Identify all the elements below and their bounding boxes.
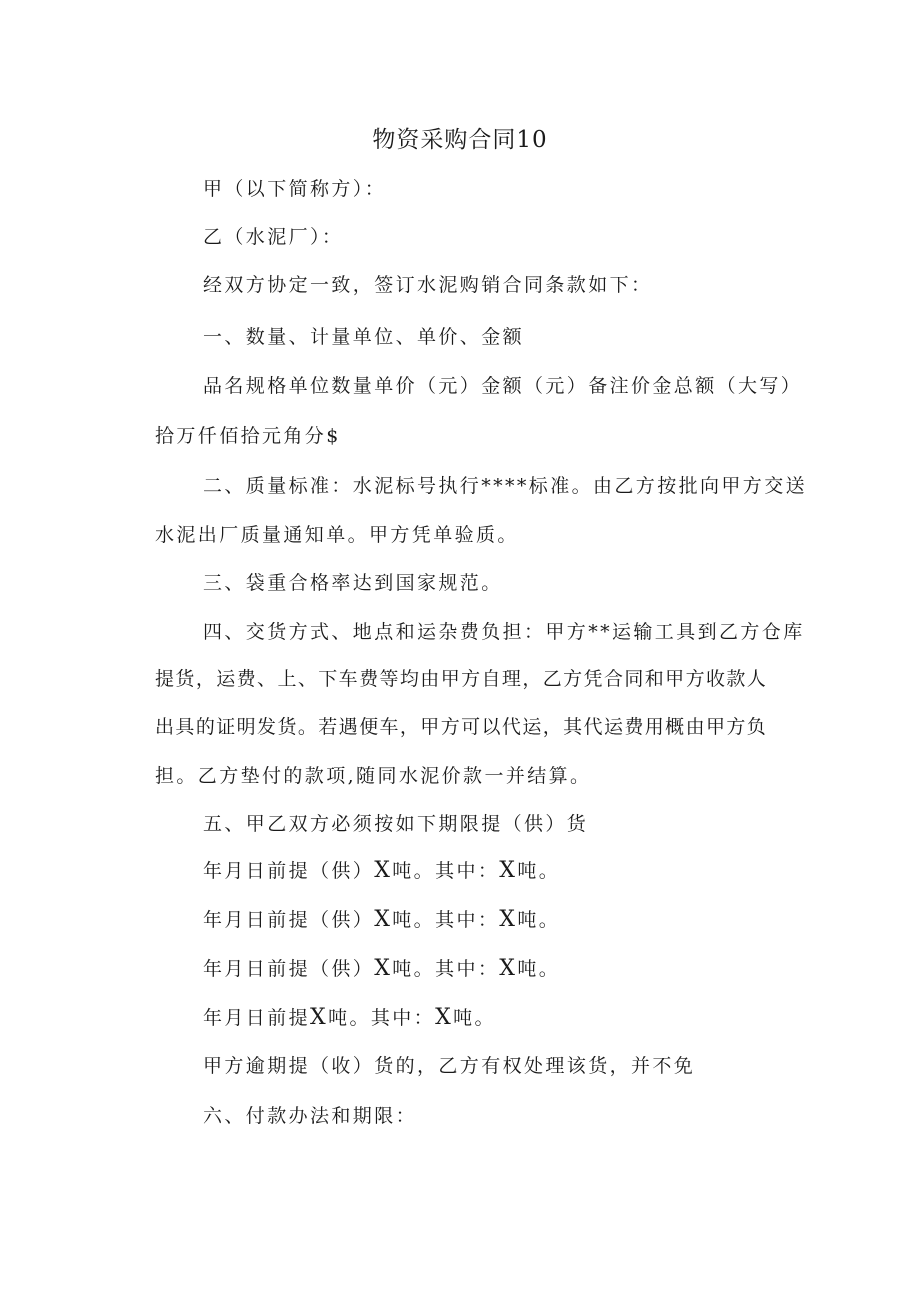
quantity-placeholder: X: [374, 907, 393, 932]
schedule-mid-text: 吨。其中：: [392, 860, 500, 882]
section-4-line-2: 提货，运费、上、下车费等均由甲方自理，乙方凭合同和甲方收款人: [155, 668, 767, 690]
schedule-mid-text: 吨。其中：: [392, 909, 500, 931]
section-4-line-4: 担。乙方垫付的款项,随同水泥价款一并结算。: [155, 765, 592, 787]
quantity-placeholder: X: [435, 1005, 454, 1030]
quantity-placeholder: X: [374, 858, 393, 883]
schedule-date-text: 年月日前提（供）: [203, 958, 375, 980]
section-3: 三、袋重合格率达到国家规范。: [203, 572, 503, 594]
section-4-line-3: 出具的证明发货。若遇便车，甲方可以代运，其代运费用概由甲方负: [155, 716, 767, 738]
section-1-amount: 拾万仟佰拾元角分$: [155, 425, 341, 447]
party-a-line: 甲（以下简称方）：: [203, 178, 387, 200]
quantity-placeholder: X: [499, 858, 518, 883]
schedule-line: [203, 905, 560, 935]
schedule-unit-text: 吨。: [517, 909, 561, 931]
section-5-heading: 五、甲乙双方必须按如下期限提（供）货: [203, 813, 589, 835]
section-2-line-2: 水泥出厂质量通知单。甲方凭单验质。: [155, 524, 519, 546]
schedule-line: [203, 1003, 496, 1033]
schedule-date-text: 年月日前提（供）: [203, 860, 375, 882]
schedule-mid-text: 吨。其中：: [392, 958, 500, 980]
quantity-placeholder: X: [374, 956, 393, 981]
quantity-placeholder: X: [499, 907, 518, 932]
section-5-overdue: 甲方逾期提（收）货的，乙方有权处理该货，并不免: [203, 1055, 696, 1077]
quantity-placeholder: X: [310, 1005, 329, 1030]
page-title: 物资采购合同10: [372, 127, 548, 153]
section-2-line-1: 二、质量标准：水泥标号执行****标准。由乙方按批向甲方交送: [203, 475, 808, 497]
intro-paragraph: 经双方协定一致，签订水泥购销合同条款如下：: [203, 274, 653, 296]
schedule-line: [203, 856, 560, 886]
section-1-heading: 一、数量、计量单位、单价、金额: [203, 326, 525, 348]
section-6-heading: 六、付款办法和期限：: [203, 1105, 418, 1127]
section-1-fields: 品名规格单位数量单价（元）金额（元）备注价金总额（大写）: [203, 375, 803, 397]
schedule-unit-text: 吨。: [517, 860, 561, 882]
schedule-date-text: 年月日前提（供）: [203, 909, 375, 931]
schedule-line: [203, 954, 560, 984]
schedule-date-text: 年月日前提: [203, 1007, 311, 1029]
schedule-unit-text: 吨。: [453, 1007, 496, 1029]
schedule-unit-text: 吨。: [517, 958, 561, 980]
section-4-line-1: 四、交货方式、地点和运杂费负担：甲方**运输工具到乙方仓库: [203, 621, 805, 643]
party-b-line: 乙（水泥厂）：: [203, 226, 344, 248]
schedule-mid-text: 吨。其中：: [328, 1007, 436, 1029]
quantity-placeholder: X: [499, 956, 518, 981]
